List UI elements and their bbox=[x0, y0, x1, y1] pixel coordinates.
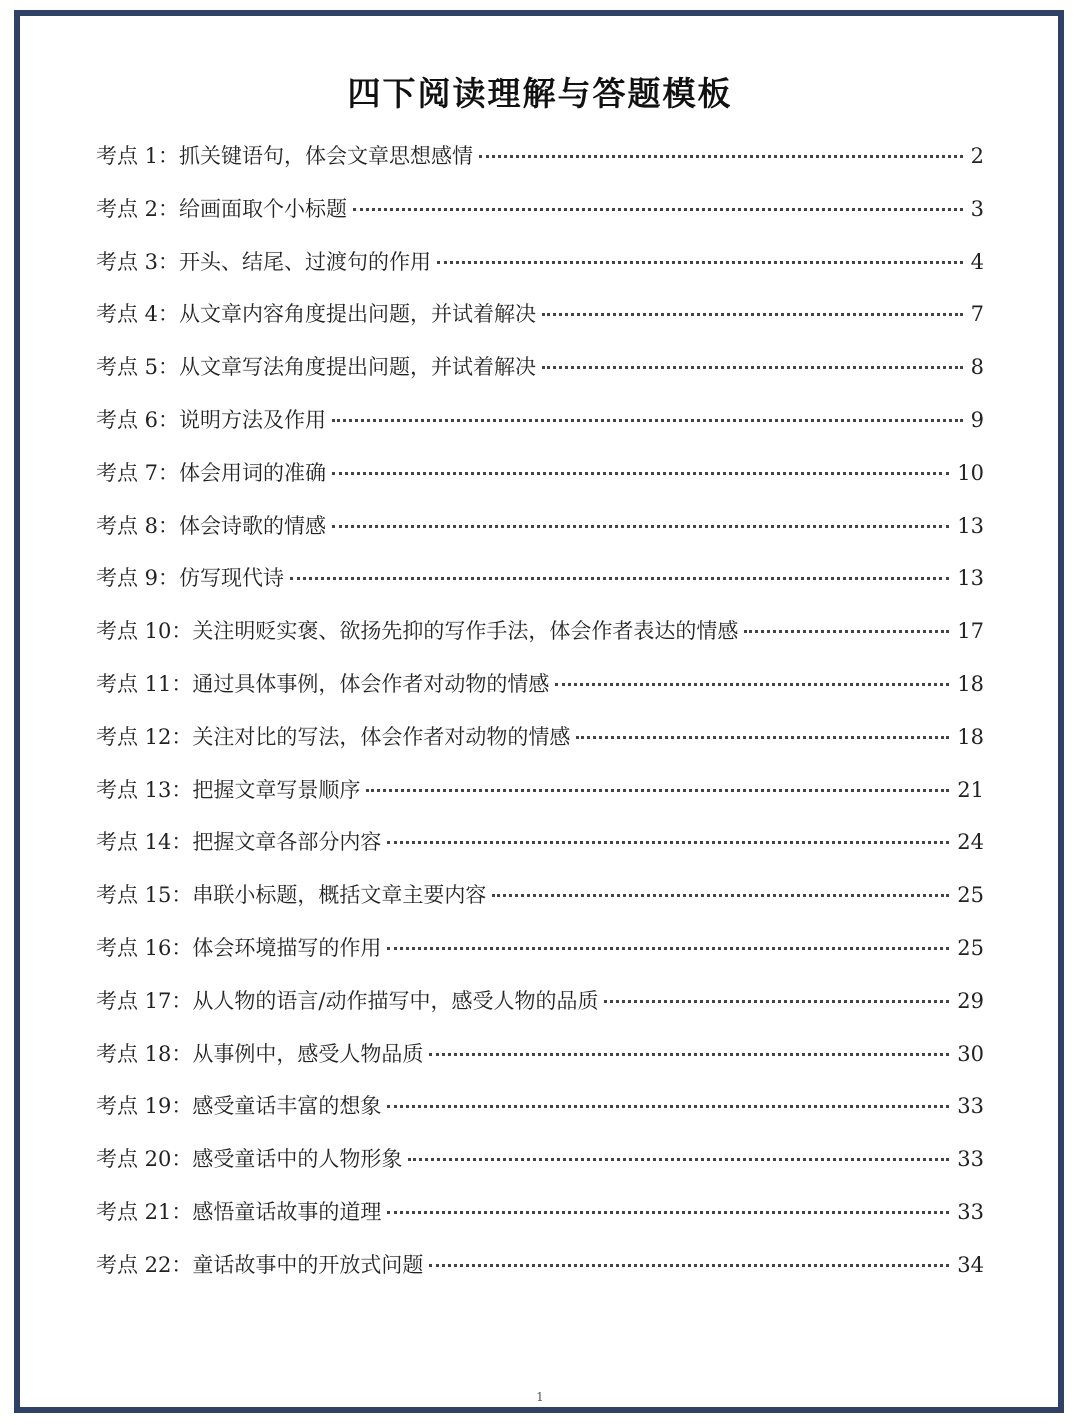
dot-leader bbox=[387, 1211, 949, 1214]
toc-entry-title: 感受童话丰富的想象 bbox=[192, 1094, 382, 1119]
dot-leader bbox=[387, 841, 949, 844]
toc-entry[interactable] bbox=[96, 1192, 984, 1245]
toc-entry-page-number: 30 bbox=[957, 1041, 984, 1066]
toc-entry-page-number: 21 bbox=[957, 777, 984, 802]
toc-entry[interactable] bbox=[96, 822, 984, 875]
dot-leader bbox=[479, 155, 963, 158]
toc-entry-page-number: 29 bbox=[957, 988, 984, 1013]
toc-entry-page-number: 13 bbox=[957, 513, 984, 538]
toc-entry-title: 体会诗歌的情感 bbox=[179, 513, 327, 538]
toc-entry-label: 考点 17： bbox=[96, 988, 193, 1013]
toc-entry[interactable] bbox=[96, 400, 984, 453]
toc-entry-page-number: 3 bbox=[970, 196, 984, 221]
toc-entry-label: 考点 15： bbox=[96, 883, 193, 908]
toc-entry-title: 仿写现代诗 bbox=[179, 566, 285, 591]
document-title: 四下阅读理解与答题模板 bbox=[347, 74, 733, 113]
dot-leader bbox=[332, 525, 949, 528]
toc-entry[interactable] bbox=[96, 664, 984, 717]
toc-entry-page-number: 17 bbox=[957, 619, 984, 644]
dot-leader bbox=[542, 366, 963, 369]
toc-entry-label: 考点 4： bbox=[96, 302, 180, 327]
toc-entry-label: 考点 13： bbox=[96, 777, 193, 802]
toc-entry[interactable] bbox=[96, 1245, 984, 1298]
toc-entry-title: 从人物的语言/动作描写中，感受人物的品质 bbox=[192, 988, 599, 1013]
dot-leader bbox=[555, 683, 949, 686]
toc-entry-title: 开头、结尾、过渡句的作用 bbox=[179, 249, 432, 274]
dot-leader bbox=[604, 1000, 949, 1003]
toc-entry-label: 考点 21： bbox=[96, 1199, 193, 1224]
toc-entry-page-number: 25 bbox=[957, 883, 984, 908]
dot-leader bbox=[387, 947, 949, 950]
toc-entry-page-number: 33 bbox=[957, 1094, 984, 1119]
toc-entry[interactable] bbox=[96, 347, 984, 400]
toc-entry[interactable] bbox=[96, 242, 984, 295]
dot-leader bbox=[429, 1053, 949, 1056]
toc-entry-label: 考点 12： bbox=[96, 724, 193, 749]
toc-entry-page-number: 34 bbox=[957, 1252, 984, 1277]
toc-entry-title: 说明方法及作用 bbox=[179, 407, 327, 432]
toc-entry-label: 考点 9： bbox=[96, 566, 180, 591]
table-of-contents bbox=[96, 136, 984, 1298]
dot-leader bbox=[744, 630, 949, 633]
toc-entry-page-number: 33 bbox=[957, 1199, 984, 1224]
toc-entry[interactable] bbox=[96, 1139, 984, 1192]
toc-entry-title: 串联小标题，概括文章主要内容 bbox=[192, 883, 487, 908]
toc-entry-label: 考点 14： bbox=[96, 830, 193, 855]
dot-leader bbox=[542, 313, 963, 316]
toc-entry-label: 考点 8： bbox=[96, 513, 180, 538]
toc-entry-label: 考点 5： bbox=[96, 355, 180, 380]
toc-entry-title: 关注对比的写法，体会作者对动物的情感 bbox=[192, 724, 571, 749]
toc-entry-page-number: 24 bbox=[957, 830, 984, 855]
toc-entry[interactable] bbox=[96, 770, 984, 823]
dot-leader bbox=[332, 419, 963, 422]
toc-entry-page-number: 9 bbox=[970, 407, 984, 432]
toc-entry[interactable] bbox=[96, 981, 984, 1034]
toc-entry[interactable] bbox=[96, 294, 984, 347]
toc-entry-page-number: 7 bbox=[970, 302, 984, 327]
dot-leader bbox=[290, 577, 949, 580]
toc-entry-title: 体会环境描写的作用 bbox=[192, 935, 382, 960]
toc-entry-label: 考点 22： bbox=[96, 1252, 193, 1277]
toc-entry-title: 抓关键语句，体会文章思想感情 bbox=[179, 144, 474, 168]
toc-entry-label: 考点 10： bbox=[96, 619, 193, 644]
toc-entry[interactable] bbox=[96, 453, 984, 506]
toc-entry[interactable] bbox=[96, 875, 984, 928]
dot-leader bbox=[353, 208, 963, 211]
toc-entry-title: 感受童话中的人物形象 bbox=[192, 1147, 403, 1172]
toc-entry-page-number: 10 bbox=[957, 460, 984, 485]
dot-leader bbox=[429, 1264, 949, 1267]
toc-entry-page-number: 4 bbox=[970, 249, 984, 274]
toc-entry-label: 考点 19： bbox=[96, 1094, 193, 1119]
toc-entry-label: 考点 18： bbox=[96, 1041, 193, 1066]
toc-entry-label: 考点 6： bbox=[96, 407, 180, 432]
toc-entry-page-number: 18 bbox=[957, 724, 984, 749]
dot-leader bbox=[366, 789, 949, 792]
dot-leader bbox=[437, 261, 963, 264]
toc-entry[interactable] bbox=[96, 928, 984, 981]
toc-entry[interactable] bbox=[96, 1034, 984, 1087]
toc-entry-label: 考点 7： bbox=[96, 460, 180, 485]
toc-entry-page-number: 13 bbox=[957, 566, 984, 591]
toc-entry-title: 给画面取个小标题 bbox=[179, 196, 348, 221]
toc-entry-label: 考点 11： bbox=[96, 671, 193, 696]
page-number: 1 bbox=[536, 1390, 544, 1404]
toc-entry[interactable] bbox=[96, 1086, 984, 1139]
toc-entry-title: 体会用词的准确 bbox=[179, 460, 327, 485]
toc-entry-page-number: 8 bbox=[970, 355, 984, 380]
toc-entry-title: 关注明贬实褒、欲扬先抑的写作手法，体会作者表达的情感 bbox=[192, 619, 739, 644]
toc-entry-label: 考点 3： bbox=[96, 249, 180, 274]
toc-entry-label: 考点 20： bbox=[96, 1147, 193, 1172]
toc-entry-title: 童话故事中的开放式问题 bbox=[192, 1252, 424, 1277]
toc-entry[interactable] bbox=[96, 506, 984, 559]
toc-entry[interactable] bbox=[96, 558, 984, 611]
toc-entry-title: 把握文章各部分内容 bbox=[192, 830, 382, 855]
toc-entry-page-number: 18 bbox=[957, 671, 984, 696]
toc-entry[interactable] bbox=[96, 717, 984, 770]
dot-leader bbox=[387, 1105, 949, 1108]
toc-entry-title: 从事例中，感受人物品质 bbox=[192, 1041, 424, 1066]
toc-entry-label: 考点 2： bbox=[96, 196, 180, 221]
toc-entry-title: 把握文章写景顺序 bbox=[192, 777, 361, 802]
toc-entry[interactable] bbox=[96, 136, 984, 189]
dot-leader bbox=[576, 736, 949, 739]
toc-entry[interactable] bbox=[96, 611, 984, 664]
toc-entry-title: 从文章内容角度提出问题，并试着解决 bbox=[179, 302, 537, 327]
toc-entry[interactable] bbox=[96, 189, 984, 242]
toc-entry-title: 从文章写法角度提出问题，并试着解决 bbox=[179, 355, 537, 380]
toc-entry-title: 感悟童话故事的道理 bbox=[192, 1199, 382, 1224]
toc-entry-page-number: 2 bbox=[970, 144, 984, 168]
toc-entry-title: 通过具体事例，体会作者对动物的情感 bbox=[192, 671, 550, 696]
toc-entry-label: 考点 1： bbox=[96, 144, 180, 168]
toc-entry-page-number: 33 bbox=[957, 1147, 984, 1172]
toc-entry-page-number: 25 bbox=[957, 935, 984, 960]
toc-entry-label: 考点 16： bbox=[96, 935, 193, 960]
dot-leader bbox=[408, 1158, 949, 1161]
dot-leader bbox=[332, 472, 949, 475]
dot-leader bbox=[492, 894, 949, 897]
